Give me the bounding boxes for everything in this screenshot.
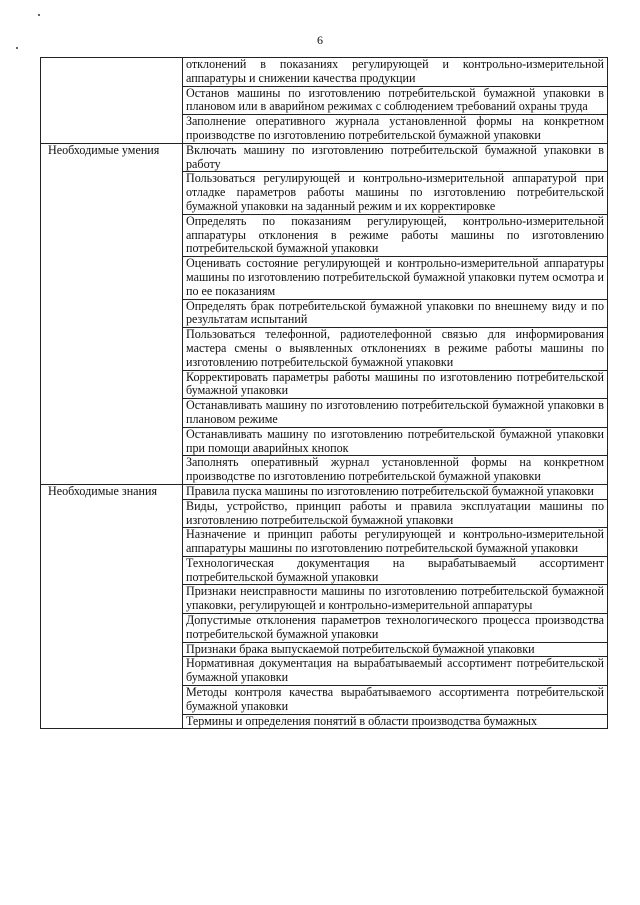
table-row	[41, 484, 608, 499]
requirements-table-body	[41, 58, 608, 729]
requirement-item: отклонений в показаниях регулирующей и контрольно-измерительной аппаратуры и снижении качества продукции	[183, 58, 608, 87]
requirement-item: Признаки брака выпускаемой потребительской бумажной упаковки	[183, 642, 608, 657]
requirement-item: Включать машину по изготовлению потребительской бумажной упаковки в работу	[183, 143, 608, 172]
scan-speck	[38, 14, 40, 16]
requirement-item: Оценивать состояние регулирующей и контрольно-измерительной аппаратуры машины по изготовлению потребительской бумажной упаковки путем осмотра и по ее показаниям	[183, 257, 608, 299]
table-row	[41, 58, 608, 87]
section-label-cell	[41, 484, 183, 729]
section-label-cell	[41, 143, 183, 484]
requirement-item: Заполнение оперативного журнала установленной формы на конкретном производстве по изготовлению потребительской бумажной упаковки	[183, 115, 608, 144]
scan-speck	[16, 47, 18, 49]
requirement-item: Корректировать параметры работы машины по изготовлению потребительской бумажной упаковки	[183, 370, 608, 399]
requirement-item: Останавливать машину по изготовлению потребительской бумажной упаковки в плановом режиме	[183, 399, 608, 428]
requirement-item: Заполнять оперативный журнал установленной формы на конкретном производстве по изготовлению потребительской бумажной упаковки	[183, 456, 608, 485]
section-label: Необходимые знания	[48, 483, 158, 498]
requirement-item: Признаки неисправности машины по изготовлению потребительской бумажной упаковки, регулирующей и контрольно-измерительной аппаратуры	[183, 585, 608, 614]
requirement-item: Технологическая документация на вырабатываемый ассортимент потребительской бумажной упаковки	[183, 556, 608, 585]
requirement-item: Допустимые отклонения параметров технологического процесса производства потребительской бумажной упаковки	[183, 614, 608, 643]
requirements-table	[40, 57, 608, 729]
table-row	[41, 143, 608, 172]
requirement-item: Останов машины по изготовлению потребительской бумажной упаковки в плановом или в аварийном режимах с соблюдением требований охраны труда	[183, 86, 608, 115]
requirement-item: Термины и определения понятий в области производства бумажных	[183, 714, 608, 729]
section-label: Необходимые умения	[48, 142, 160, 157]
section-label-cell	[41, 58, 183, 144]
requirement-item: Правила пуска машины по изготовлению потребительской бумажной упаковки	[183, 484, 608, 499]
requirement-item: Определять брак потребительской бумажной упаковки по внешнему виду и по результатам испытаний	[183, 299, 608, 328]
page-bottom-margin	[0, 862, 640, 905]
requirement-item: Методы контроля качества вырабатываемого ассортимента потребительской бумажной упаковки	[183, 686, 608, 715]
requirement-item: Нормативная документация на вырабатываемый ассортимент потребительской бумажной упаковки	[183, 657, 608, 686]
requirement-item: Пользоваться регулирующей и контрольно-измерительной аппаратурой при отладке параметров работы машины по изготовлению потребительской бумажной упаковки на заданный режим и их корректировке	[183, 172, 608, 214]
requirement-item: Определять по показаниям регулирующей, контрольно-измерительной аппаратуры отклонения в режиме работы машины по изготовлению потребительской бумажной упаковки	[183, 214, 608, 256]
requirement-item: Пользоваться телефонной, радиотелефонной связью для информирования мастера смены о выявленных отклонениях в режиме работы машины по изготовлению потребительской бумажной упаковки	[183, 328, 608, 370]
requirement-item: Останавливать машину по изготовлению потребительской бумажной упаковки при помощи аварийных кнопок	[183, 427, 608, 456]
requirement-item: Назначение и принцип работы регулирующей и контрольно-измерительной аппаратуры машины по изготовлению потребительской бумажной упаковки	[183, 528, 608, 557]
requirement-item: Виды, устройство, принцип работы и правила эксплуатации машины по изготовлению потребительской бумажной упаковки	[183, 499, 608, 528]
page-number: 6	[317, 33, 323, 47]
